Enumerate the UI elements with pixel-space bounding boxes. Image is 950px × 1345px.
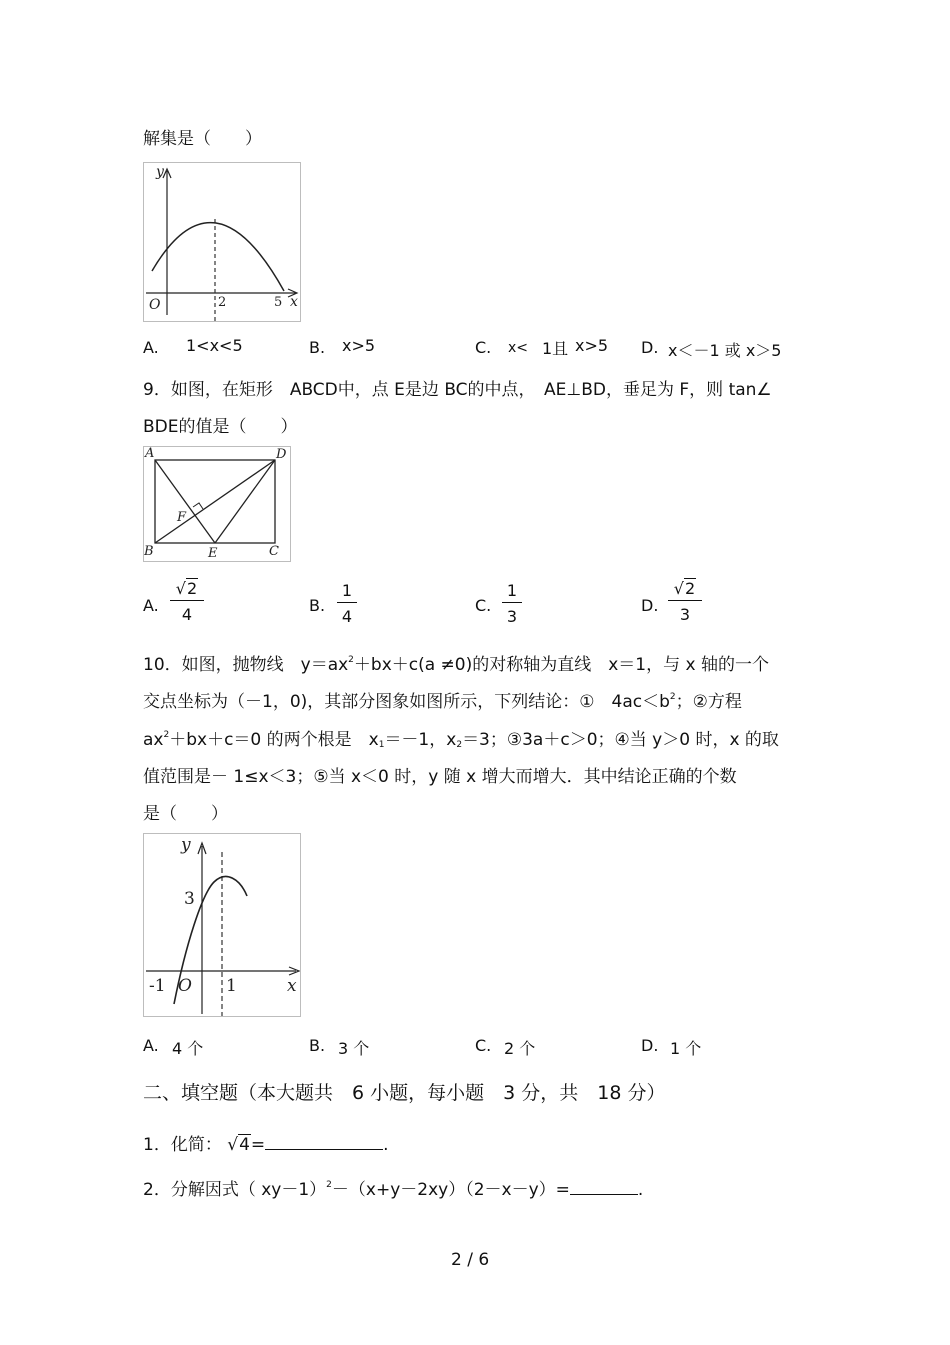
denominator: 3 [679, 605, 691, 624]
q9-label-c: C [269, 544, 279, 559]
option-letter: D. [641, 1036, 659, 1055]
option-letter: B. [309, 338, 326, 357]
q9-rectangle-figure [143, 446, 291, 562]
denominator: 4 [181, 605, 193, 624]
option-text-part3: x>5 [575, 336, 609, 355]
q10-parabola-figure [143, 833, 301, 1017]
option-letter: A. [143, 338, 159, 357]
q8-label-2: 2 [218, 295, 227, 310]
q10-text-line-5: 是（ ） [143, 804, 228, 824]
q10-label-1: 1 [226, 976, 237, 996]
fraction-bar [337, 602, 357, 603]
option-text-part1: x< [508, 340, 529, 356]
section-2-heading: 二、填空题（本大题共 6 小题，每小题 3 分，共 18 分） [143, 1082, 666, 1104]
sqrt-expression: √4 [227, 1135, 250, 1155]
option-text: 2 个 [504, 1039, 536, 1058]
q9-label-b: B [144, 544, 154, 559]
q10-option-d [641, 1036, 702, 1058]
option-text: x＜－1 或 x＞5 [668, 341, 782, 360]
option-text-part2: 1且 [542, 339, 569, 358]
q8-option-b [309, 336, 376, 357]
q8-label-5: 5 [274, 295, 283, 310]
option-letter: C. [475, 1036, 492, 1055]
q9-option-b-letter: B. [309, 596, 326, 615]
q9-right-angle-mark [193, 503, 203, 509]
q10-y-axis [198, 843, 206, 1014]
q8-option-d [641, 338, 782, 360]
q9-label-e: E [208, 546, 218, 561]
q10-label-3: 3 [184, 889, 195, 909]
option-letter: D. [641, 338, 659, 357]
q10-option-c [475, 1036, 536, 1058]
option-letter: A. [143, 1036, 159, 1055]
q9-option-b-fraction [337, 581, 357, 626]
denominator: 4 [341, 607, 353, 626]
radicand: 2 [187, 579, 198, 598]
option-text: 1<x<5 [186, 336, 243, 355]
answer-set-prompt: 解集是（ ） [143, 129, 262, 149]
q9-text-line-2: BDE的值是（ ） [143, 417, 298, 437]
q10-label-origin: O [178, 976, 192, 996]
fraction-bar [170, 600, 204, 601]
radicand: 2 [685, 579, 696, 598]
denominator: 3 [506, 607, 518, 626]
option-letter: B. [309, 1036, 326, 1055]
q9-segment-ae [155, 460, 215, 543]
option-letter: C. [475, 338, 492, 357]
option-text: 3 个 [338, 1039, 370, 1058]
q9-option-a-letter: A. [143, 596, 159, 615]
q9-option-d-letter: D. [641, 596, 659, 615]
q9-option-a-fraction: √2 4 [170, 579, 204, 624]
numerator: 1 [341, 581, 353, 600]
fill-question-2: 2．分解因式（ xy－1）$^2$－（x+y－2xy）（2－x－y）= . [143, 1180, 644, 1200]
option-text: x>5 [342, 336, 376, 355]
q9-segment-de [215, 460, 275, 543]
q10-text-line-1: 10．如图，抛物线 $y=ax^2+bx+c(a \ne 0)$的对称轴为直线 x＝1，与 x 轴的一个 [143, 655, 769, 675]
q8-label-x: x [290, 294, 298, 310]
q9-segment-bd [155, 460, 275, 543]
fraction-bar [668, 600, 702, 601]
q9-label-f: F [177, 510, 187, 525]
question-label: 1．化简： [143, 1135, 222, 1155]
q8-parabola-figure [143, 162, 301, 322]
q10-option-b [309, 1036, 370, 1058]
q8-option-c [475, 336, 609, 358]
q9-option-c-letter: C. [475, 596, 492, 615]
q9-label-d: D [276, 447, 287, 462]
q8-label-origin: O [149, 297, 161, 313]
q10-text-line-3: $ax^2+bx+c=0$ 的两个根是 $x_1=-1$，$x_2=3$；③3a＋c＞0；④当 y＞0 时，x 的取 [143, 730, 779, 750]
option-text: 4 个 [172, 1039, 204, 1058]
q8-label-y: y [156, 164, 164, 180]
q9-label-a: A [145, 447, 155, 461]
q10-label-minus1: -1 [149, 976, 166, 996]
q10-text-line-2: 交点坐标为（－1，0)，其部分图象如图所示，下列结论：① $4ac<b^2$；②方程 [143, 692, 742, 712]
q10-option-a [143, 1036, 204, 1058]
page-number: 2 / 6 [451, 1250, 490, 1270]
fraction-bar [502, 602, 522, 603]
q10-text-line-4: 值范围是－ 1≤x＜3；⑤当 x＜0 时，y 随 x 增大而增大．其中结论正确的个数 [143, 767, 737, 787]
answer-blank[interactable] [570, 1180, 638, 1195]
q9-text-line-1: 9．如图，在矩形 ABCD中，点 E是边 BC的中点， AE⊥BD，垂足为 F，则 tan∠ [143, 380, 772, 400]
fill-question-1: 1．化简： √4= . [143, 1135, 389, 1155]
answer-blank[interactable] [265, 1135, 383, 1150]
q9-option-d-fraction: √2 3 [668, 579, 702, 624]
option-text: 1 个 [670, 1039, 702, 1058]
q9-option-c-fraction [502, 581, 522, 626]
q8-option-a [143, 336, 243, 357]
q8-parabola-curve [152, 223, 284, 291]
q10-label-x: x [287, 976, 297, 996]
numerator: 1 [506, 581, 518, 600]
q10-label-y: y [181, 835, 191, 855]
